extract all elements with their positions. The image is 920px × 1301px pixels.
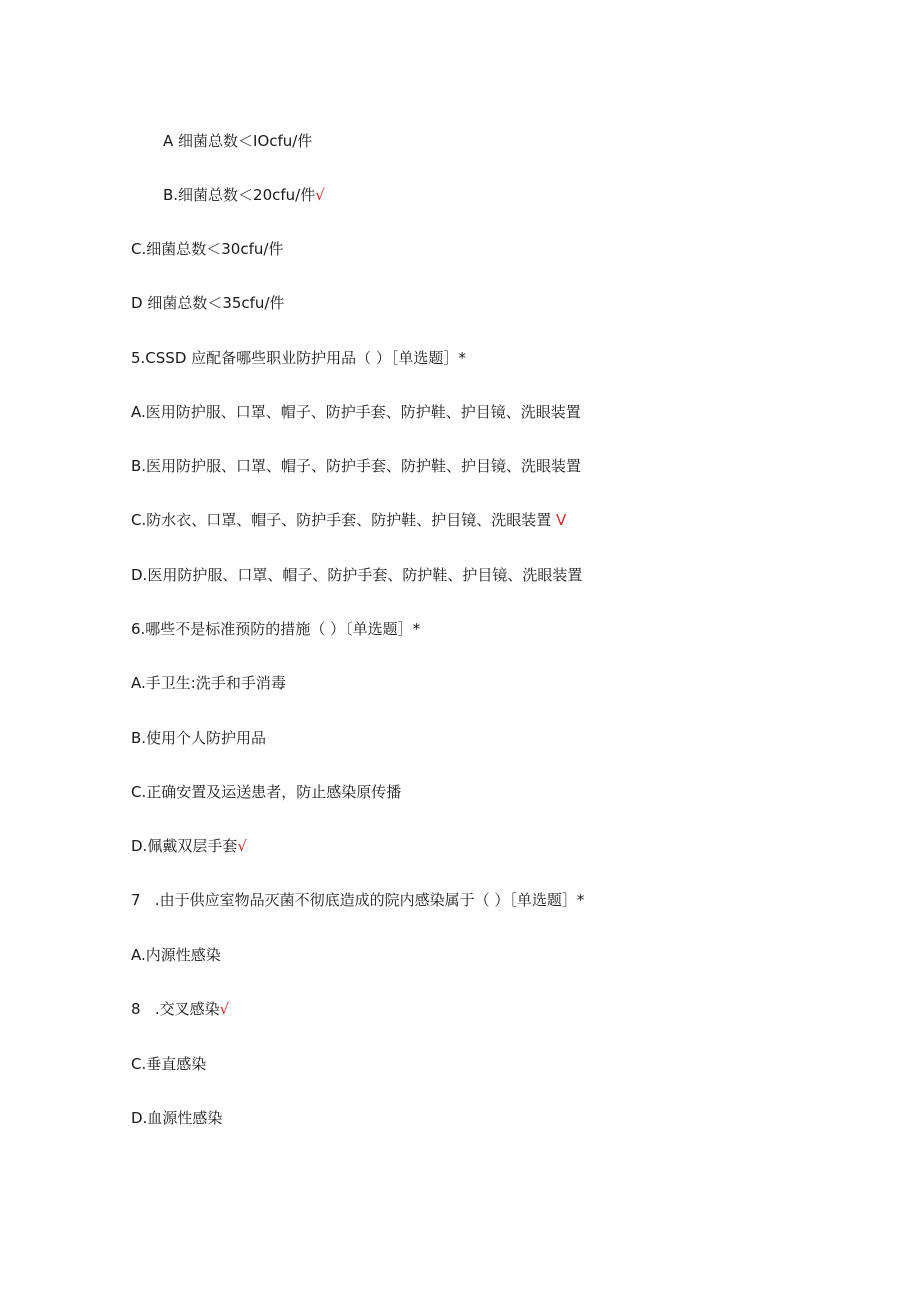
option-d-q4 [131, 293, 285, 313]
option-c-q4 [131, 239, 283, 259]
option-b-q5 [131, 456, 581, 476]
option-text: A 细菌总数＜IOcfu/件 [163, 132, 313, 150]
answer-check-mark: √ [219, 1000, 230, 1018]
answer-check-mark: √ [237, 837, 247, 855]
option-text: B.使用个人防护用品 [131, 729, 267, 747]
option-a-q5 [131, 402, 581, 422]
option-text: C.细菌总数＜30cfu/件 [131, 240, 284, 258]
option-c-q5 [131, 510, 566, 530]
option-d-q7 [131, 1108, 222, 1128]
question-7 [131, 890, 584, 910]
option-d-q6 [131, 836, 247, 856]
option-a-q4 [163, 131, 312, 151]
option-text: C.垂直感染 [131, 1055, 207, 1073]
option-c-q7 [131, 1054, 206, 1074]
option-text: B.细菌总数＜20cfu/件 [163, 186, 316, 204]
option-b-q7 [131, 999, 229, 1019]
question-5 [131, 348, 466, 368]
option-text: C.正确安置及运送患者，防止感染原传播 [131, 783, 402, 801]
question-6 [131, 619, 420, 639]
option-text: B.医用防护服、口罩、帽子、防护手套、防护鞋、护目镜、洗眼装置 [131, 457, 582, 475]
option-text: A.内源性感染 [131, 946, 221, 964]
option-b-q4 [163, 185, 325, 205]
question-text: 6.哪些不是标准预防的措施（ ）〔单选题］* [131, 620, 421, 638]
option-text: D.医用防护服、口罩、帽子、防护手套、防护鞋、护目镜、洗眼装置 [131, 566, 583, 584]
option-c-q6 [131, 782, 401, 802]
option-d-q5 [131, 565, 582, 585]
option-text: D 细菌总数＜35cfu/件 [131, 294, 285, 312]
question-text: 7 .由于供应室物品灭菌不彻底造成的院内感染属于（ ）［单选题］* [131, 891, 585, 909]
option-text: 8 .交叉感染 [131, 1000, 220, 1018]
option-text: D.血源性感染 [131, 1109, 223, 1127]
option-b-q6 [131, 728, 266, 748]
answer-check-mark: √ [315, 186, 325, 204]
option-a-q6 [131, 673, 286, 693]
option-a-q7 [131, 945, 221, 965]
answer-check-mark: V [556, 511, 567, 529]
question-text: 5.CSSD 应配备哪些职业防护用品（ ）［单选题］* [131, 349, 466, 367]
option-text: A.医用防护服、口罩、帽子、防护手套、防护鞋、护目镜、洗眼装置 [131, 403, 581, 421]
option-text: D.佩戴双层手套 [131, 837, 238, 855]
option-text: A.手卫生:洗手和手消毒 [131, 674, 286, 692]
option-text: C.防水衣、口罩、帽子、防护手套、防护鞋、护目镜、洗眼装置 [131, 511, 557, 529]
